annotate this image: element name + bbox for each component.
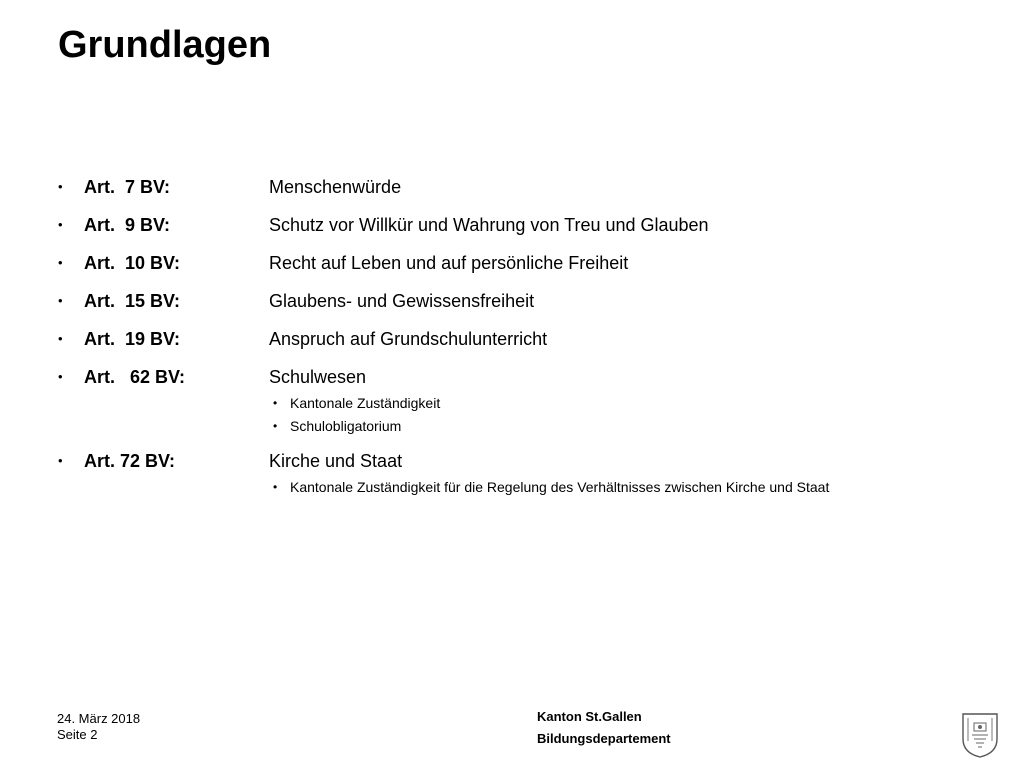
- sub-bullet: •: [273, 419, 278, 433]
- slide-title: Grundlagen: [58, 24, 272, 66]
- sub-list-item: [273, 393, 1026, 413]
- article-reference: Art. 10 BV:: [84, 253, 181, 273]
- bullet: •: [58, 331, 63, 346]
- list-item: [0, 175, 1026, 199]
- bullet: •: [58, 453, 63, 468]
- article-reference: Art. 72 BV:: [84, 451, 176, 471]
- article-reference: Art. 7 BV:: [84, 177, 171, 197]
- sub-bullet: •: [273, 396, 278, 410]
- article-description: Kirche und Staat: [269, 451, 403, 471]
- sub-item-text: Kantonale Zuständigkeit für die Regelung des Verhältnisses zwischen Kirche und Staat: [290, 479, 830, 495]
- sub-item-text: Schulobligatorium: [290, 418, 402, 434]
- bullet: •: [58, 369, 63, 384]
- article-description: Menschenwürde: [269, 177, 402, 197]
- department-name: Bildungsdepartement: [537, 731, 671, 746]
- article-description: Anspruch auf Grundschulunterricht: [269, 329, 548, 349]
- sub-list-item: [273, 477, 1026, 497]
- sub-bullet: •: [273, 480, 278, 494]
- article-reference: Art. 15 BV:: [84, 291, 181, 311]
- article-reference: Art. 9 BV:: [84, 215, 171, 235]
- bullet: •: [58, 255, 63, 270]
- article-description: Schutz vor Willkür und Wahrung von Treu und Glauben: [269, 215, 709, 235]
- sub-list-item: [273, 416, 1026, 436]
- bullet: •: [58, 293, 63, 308]
- footer-page-number: Seite 2: [57, 727, 98, 742]
- bullet: •: [58, 179, 63, 194]
- sub-item-text: Kantonale Zuständigkeit: [290, 395, 441, 411]
- article-description: Recht auf Leben und auf persönliche Freiheit: [269, 253, 629, 273]
- article-description: Schulwesen: [269, 367, 367, 387]
- footer-date: 24. März 2018: [57, 711, 141, 726]
- coat-of-arms-icon: [960, 711, 1000, 759]
- article-description: Glaubens- und Gewissensfreiheit: [269, 291, 535, 311]
- article-reference: Art. 19 BV:: [84, 329, 181, 349]
- bullet: •: [58, 217, 63, 232]
- list-item: [0, 449, 1026, 473]
- article-reference: Art. 62 BV:: [84, 367, 186, 387]
- list-item: [0, 365, 1026, 389]
- list-item: [0, 213, 1026, 237]
- list-item: [0, 289, 1026, 313]
- list-item: [0, 251, 1026, 275]
- organization-name: Kanton St.Gallen: [537, 709, 642, 724]
- list-item: [0, 327, 1026, 351]
